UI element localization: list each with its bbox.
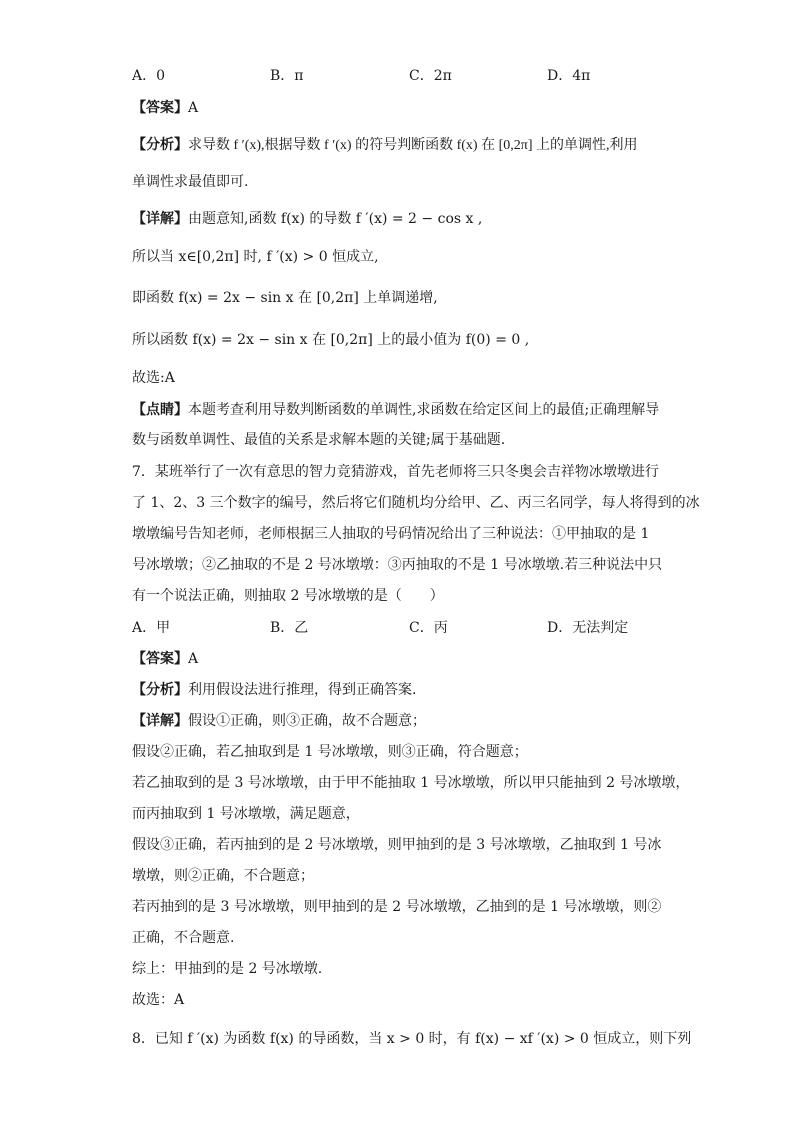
q7-stem-line-2: 了 1、2、3 三个数字的编号，然后将它们随机均分给甲、乙、丙三名同学，每人将得到的冰	[132, 495, 700, 511]
q7-answer	[132, 649, 198, 669]
q6-option-a: A．0	[132, 68, 166, 84]
q7-stem-line-4: 号冰墩墩；②乙抽取的不是 2 号冰墩墩：③丙抽取的不是 1 号冰墩墩.若三种说法中只	[132, 557, 663, 573]
answer-label: 【答案】	[132, 651, 188, 667]
q6-detail-line-1	[132, 209, 482, 229]
q6-comment-line-1	[132, 400, 659, 420]
q7-stem-line-5: 有一个说法正确，则抽取 2 号冰墩墩的是（ ）	[132, 588, 444, 604]
comment-text: 本题考查利用导数判断函数的单调性,求函数在给定区间上的最值;正确理解导	[188, 402, 660, 418]
q6-analysis-line-2: 单调性求最值即可.	[132, 174, 249, 190]
q7-stem-line-1: 7．某班举行了一次有意思的智力竞猜游戏，首先老师将三只冬奥会吉祥物冰墩墩进行	[132, 464, 659, 480]
analysis-text: 求导数 f ′(x),根据导数 f ′(x) 的符号判断函数 f(x) 在 [0,2π] 上的单调性,利用	[188, 138, 638, 153]
analysis-label: 【分析】	[132, 137, 188, 153]
answer-label: 【答案】	[132, 100, 188, 116]
answer-value: A	[188, 651, 199, 667]
q7-option-c: C．丙	[409, 620, 448, 636]
detail-text: 由题意知,函数 f(x) 的导数 f ′(x) = 2 − cos x ,	[188, 211, 483, 227]
detail-label: 【详解】	[132, 211, 188, 227]
analysis-text: 利用假设法进行推理，得到正确答案.	[188, 682, 417, 698]
comment-label: 【点睛】	[132, 402, 188, 418]
q7-detail-line-2: 假设②正确，若乙抽取到是 1 号冰墩墩，则③正确，符合题意；	[132, 744, 528, 760]
q6-option-b: B．π	[270, 68, 304, 84]
q7-option-b: B．乙	[270, 620, 309, 636]
q6-answer	[132, 98, 198, 118]
answer-value: A	[188, 100, 199, 116]
q6-analysis-line-1	[132, 135, 637, 156]
q7-option-a: A．甲	[132, 620, 171, 636]
q8-stem-line-1: 8．已知 f ′(x) 为函数 f(x) 的导函数，当 x > 0 时，有 f(x) − xf ′(x) > 0 恒成立，则下列	[132, 1031, 692, 1047]
q6-detail-line-4: 所以函数 f(x) = 2x − sin x 在 [0,2π] 上的最小值为 f(0) = 0 ,	[132, 332, 530, 348]
q7-detail-line-3: 若乙抽取到的是 3 号冰墩墩，由于甲不能抽取 1 号冰墩墩，所以甲只能抽到 2 号冰墩墩，	[132, 775, 690, 791]
q7-option-d: D．无法判定	[547, 620, 629, 636]
q7-detail-line-6: 墩墩，则②正确，不合题意；	[132, 868, 314, 884]
q6-option-c: C．2π	[409, 68, 452, 84]
q7-detail-line-9: 综上：甲抽到的是 2 号冰墩墩.	[132, 961, 323, 977]
q7-analysis	[132, 680, 416, 700]
detail-text: 假设①正确，则③正确，故不合题意；	[188, 713, 426, 729]
q7-detail-line-8: 正确，不合题意.	[132, 930, 235, 946]
q6-detail-line-2: 所以当 x∈[0,2π] 时, f ′(x) > 0 恒成立,	[132, 249, 379, 265]
q6-comment-line-2: 数与函数单调性、最值的关系是求解本题的关键;属于基础题.	[132, 432, 506, 448]
q7-detail-line-4: 而丙抽取到 1 号冰墩墩，满足题意，	[132, 806, 360, 822]
q6-option-d: D．4π	[547, 68, 591, 84]
q7-stem-line-3: 墩墩编号告知老师，老师根据三人抽取的号码情况给出了三种说法：①甲抽取的是 1	[132, 526, 650, 542]
detail-label: 【详解】	[132, 713, 188, 729]
q7-detail-line-7: 若丙抽到的是 3 号冰墩墩，则甲抽到的是 2 号冰墩墩，乙抽到的是 1 号冰墩墩，则②	[132, 899, 662, 915]
analysis-label: 【分析】	[132, 682, 188, 698]
q7-detail-line-5: 假设③正确，若丙抽到的是 2 号冰墩墩，则甲抽到的是 3 号冰墩墩，乙抽取到 1 号冰	[132, 837, 662, 853]
q6-detail-line-3: 即函数 f(x) = 2x − sin x 在 [0,2π] 上单调递增,	[132, 290, 438, 306]
q7-detail-line-10: 故选：A	[132, 992, 185, 1008]
q7-detail-line-1	[132, 711, 426, 731]
q6-detail-line-5: 故选:A	[132, 370, 175, 386]
